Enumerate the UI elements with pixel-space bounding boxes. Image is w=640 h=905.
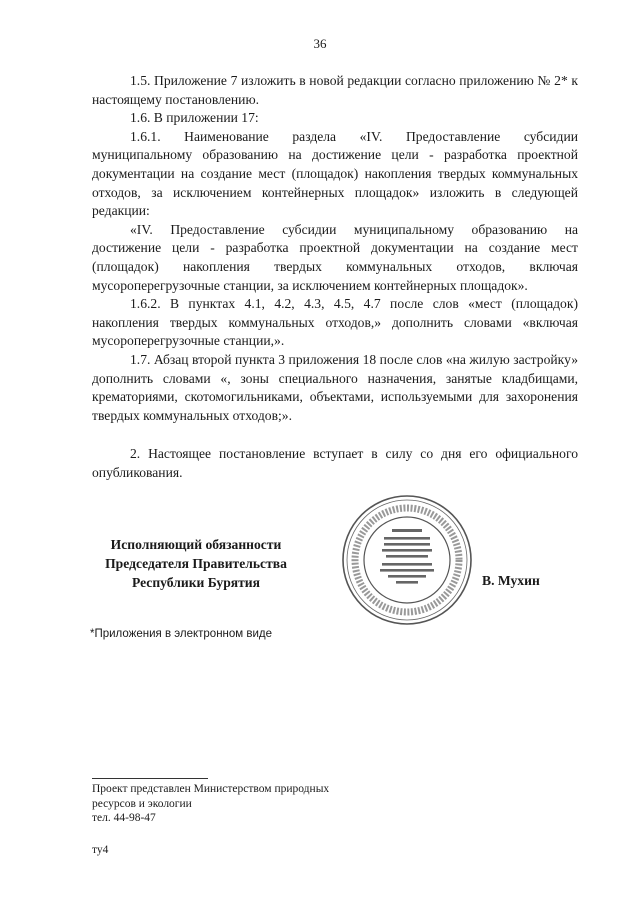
signatory-title-line-3: Республики Бурятия bbox=[131, 575, 260, 590]
paragraph-1-7: 1.7. Абзац второй пункта 3 приложения 18 после слов «на жилую застройку» дополнить словами «, зоны специального назначения, занятые кладбищами, крематориями, скотомогильниками, объектами, используемыми для захоронения твердых коммунальных отходов;». bbox=[92, 351, 578, 423]
paragraph-2: 2. Настоящее постановление вступает в силу со дня его официального опубликования. bbox=[92, 446, 578, 480]
signatory-title-line-2: Председателя Правительства bbox=[105, 556, 287, 571]
footer-note-line-2: ресурсов и экологии bbox=[92, 797, 192, 810]
footer-note-line-3: тел. 44-98-47 bbox=[92, 812, 156, 824]
paragraph-1-6-1: 1.6.1. Наименование раздела «IV. Предоставление субсидии муниципальному образованию на достижение цели - разработка проектной документации на создание мест (площадок) накопления твердых коммунальных отходов, за исключением контейнерных площадок» изложить в следующей редакции: bbox=[92, 128, 578, 219]
paragraph-1-5: 1.5. Приложение 7 изложить в новой редакции согласно приложению № 2* к настоящему постановлению. bbox=[92, 73, 578, 107]
paragraph-1-6: 1.6. В приложении 17: bbox=[130, 110, 259, 126]
attachment-note: *Приложения в электронном виде bbox=[90, 628, 273, 640]
footer-note bbox=[92, 782, 329, 826]
document-body bbox=[92, 72, 578, 482]
paragraph-quote-section-iv: «IV. Предоставление субсидии муниципальному образованию на достижение цели - разработка проектной документации на создание мест (площадок) накопления твердых коммунальных отходов, включая мусороперегрузочные станции, за исключением контейнерных площадок». bbox=[92, 221, 578, 293]
paragraph-1-6-2: 1.6.2. В пунктах 4.1, 4.2, 4.3, 4.5, 4.7 после слов «мест (площадок) накопления твердых коммунальных отходов,» дополнить словами «включая мусороперегрузочные станции,». bbox=[92, 296, 578, 349]
signatory-title-line-1: Исполняющий обязанности bbox=[110, 537, 282, 552]
page-number: 36 bbox=[313, 36, 327, 51]
signatory-name: В. Мухин bbox=[482, 573, 540, 588]
footer-code: ту4 bbox=[92, 844, 109, 856]
official-seal bbox=[340, 493, 474, 627]
signatory-title bbox=[88, 535, 304, 592]
footer-divider bbox=[92, 778, 208, 779]
footer-note-line-1: Проект представлен Министерством природных bbox=[92, 783, 330, 795]
